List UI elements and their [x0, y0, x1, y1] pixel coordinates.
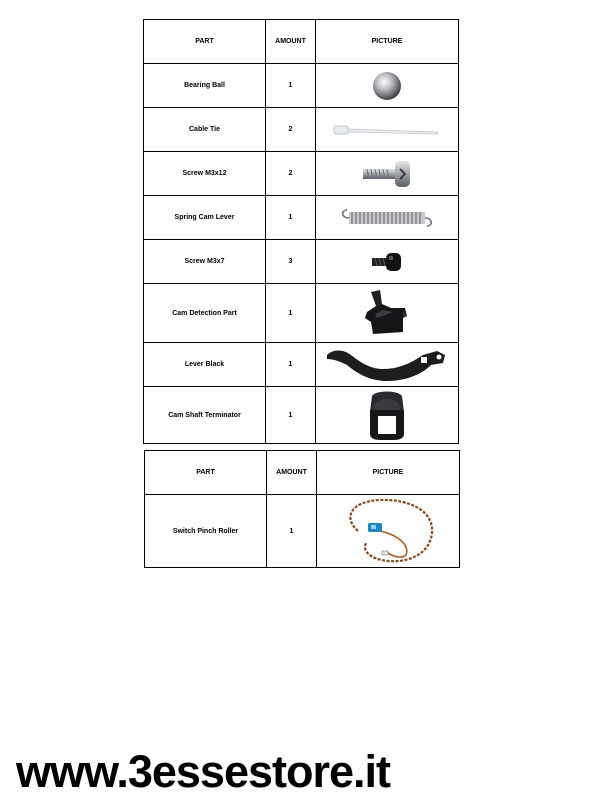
part-picture	[316, 284, 459, 343]
bearing-ball-icon	[372, 71, 402, 101]
parts-table	[143, 19, 459, 444]
header-picture: PICTURE	[317, 451, 460, 495]
part-name: Bearing Ball	[144, 64, 266, 108]
part-name: Cable Tie	[144, 108, 266, 152]
part-picture	[316, 152, 459, 196]
spring-icon	[339, 207, 435, 229]
part-name: Cam Shaft Terminator	[144, 387, 266, 444]
part-amount: 1	[266, 64, 316, 108]
table-header-row	[144, 20, 459, 64]
lever-icon	[325, 345, 449, 385]
part-amount: 3	[266, 240, 316, 284]
table-row	[144, 343, 459, 387]
part-amount: 2	[266, 152, 316, 196]
part-amount: 1	[266, 387, 316, 444]
part-amount: 1	[267, 495, 317, 568]
part-amount: 1	[266, 284, 316, 343]
part-picture	[316, 240, 459, 284]
part-name: Cam Detection Part	[144, 284, 266, 343]
table-row	[144, 152, 459, 196]
switch-cable-icon	[340, 497, 436, 565]
part-name: Lever Black	[144, 343, 266, 387]
table-row	[144, 387, 459, 444]
screw-long-icon	[361, 159, 413, 189]
cam-detection-part-icon	[363, 288, 411, 338]
cam-shaft-terminator-icon	[364, 388, 410, 442]
part-name: Screw M3x12	[144, 152, 266, 196]
part-picture	[316, 64, 459, 108]
part-name: Spring Cam Lever	[144, 196, 266, 240]
header-part: PART	[144, 20, 266, 64]
table-row	[144, 108, 459, 152]
table-row	[144, 196, 459, 240]
table-row	[144, 64, 459, 108]
header-amount: AMOUNT	[267, 451, 317, 495]
parts-table-switch	[144, 450, 460, 568]
part-amount: 2	[266, 108, 316, 152]
part-picture	[317, 495, 460, 568]
part-picture	[316, 196, 459, 240]
part-picture	[316, 108, 459, 152]
cable-tie-icon	[332, 122, 442, 138]
part-name: Switch Pinch Roller	[145, 495, 267, 568]
screw-short-icon	[370, 251, 404, 273]
header-picture: PICTURE	[316, 20, 459, 64]
part-picture	[316, 343, 459, 387]
header-amount: AMOUNT	[266, 20, 316, 64]
header-part: PART	[145, 451, 267, 495]
part-name: Screw M3x7	[144, 240, 266, 284]
part-picture	[316, 387, 459, 444]
store-url: www.3essestore.it	[16, 746, 391, 797]
part-amount: 1	[266, 196, 316, 240]
table-row	[144, 240, 459, 284]
part-amount: 1	[266, 343, 316, 387]
table-row	[144, 284, 459, 343]
table-header-row	[145, 451, 460, 495]
table-row	[145, 495, 460, 568]
